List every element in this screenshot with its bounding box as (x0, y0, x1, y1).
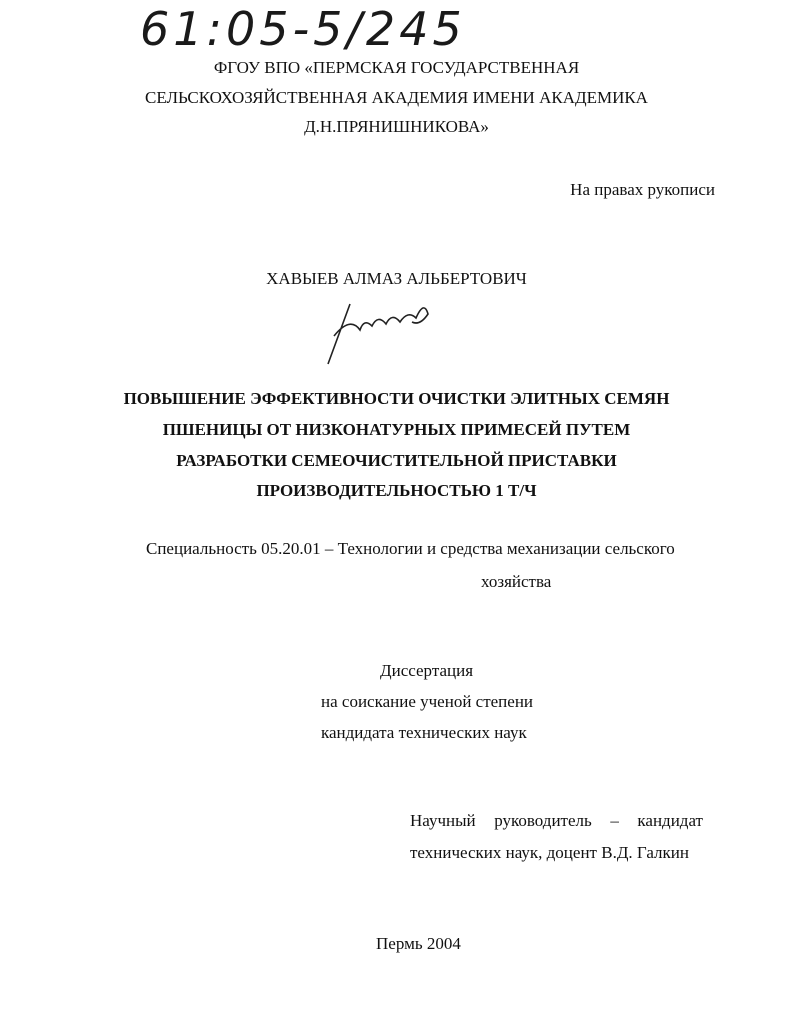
degree-line-1: Диссертация (380, 661, 474, 680)
title-line-1: ПОВЫШЕНИЕ ЭФФЕКТИВНОСТИ ОЧИСТКИ ЭЛИТНЫХ СЕМЯН (123, 389, 670, 408)
supervisor-line-1: Научный руководитель – кандидат (410, 811, 703, 830)
place-year: Пермь 2004 (376, 934, 461, 953)
institution-line-3: Д.Н.ПРЯНИШНИКОВА» (304, 117, 489, 136)
specialty-line-1: Специальность 05.20.01 – Технологии и средства механизации сельского (146, 539, 675, 558)
manuscript-note: На правах рукописи (570, 180, 715, 199)
institution-line-2: СЕЛЬСКОХОЗЯЙСТВЕННАЯ АКАДЕМИЯ ИМЕНИ АКАДЕМИКА (145, 88, 648, 107)
specialty-line-2: хозяйства (481, 572, 552, 591)
degree-line-3: кандидата технических наук (321, 723, 527, 742)
author-name: ХАВЫЕВ АЛМАЗ АЛЬБЕРТОВИЧ (266, 269, 527, 288)
title-line-3: РАЗРАБОТКИ СЕМЕОЧИСТИТЕЛЬНОЙ ПРИСТАВКИ (176, 451, 617, 470)
title-line-4: ПРОИЗВОДИТЕЛЬНОСТЬЮ 1 Т/Ч (256, 481, 537, 500)
title-line-2: ПШЕНИЦЫ ОТ НИЗКОНАТУРНЫХ ПРИМЕСЕЙ ПУТЕМ (162, 420, 631, 439)
handwritten-archive-number: 61:05-5/245 (140, 2, 466, 56)
signature (320, 296, 440, 368)
institution-line-1: ФГОУ ВПО «ПЕРМСКАЯ ГОСУДАРСТВЕННАЯ (213, 58, 580, 77)
supervisor-line-2: технических наук, доцент В.Д. Галкин (410, 843, 689, 862)
degree-line-2: на соискание ученой степени (321, 692, 534, 711)
